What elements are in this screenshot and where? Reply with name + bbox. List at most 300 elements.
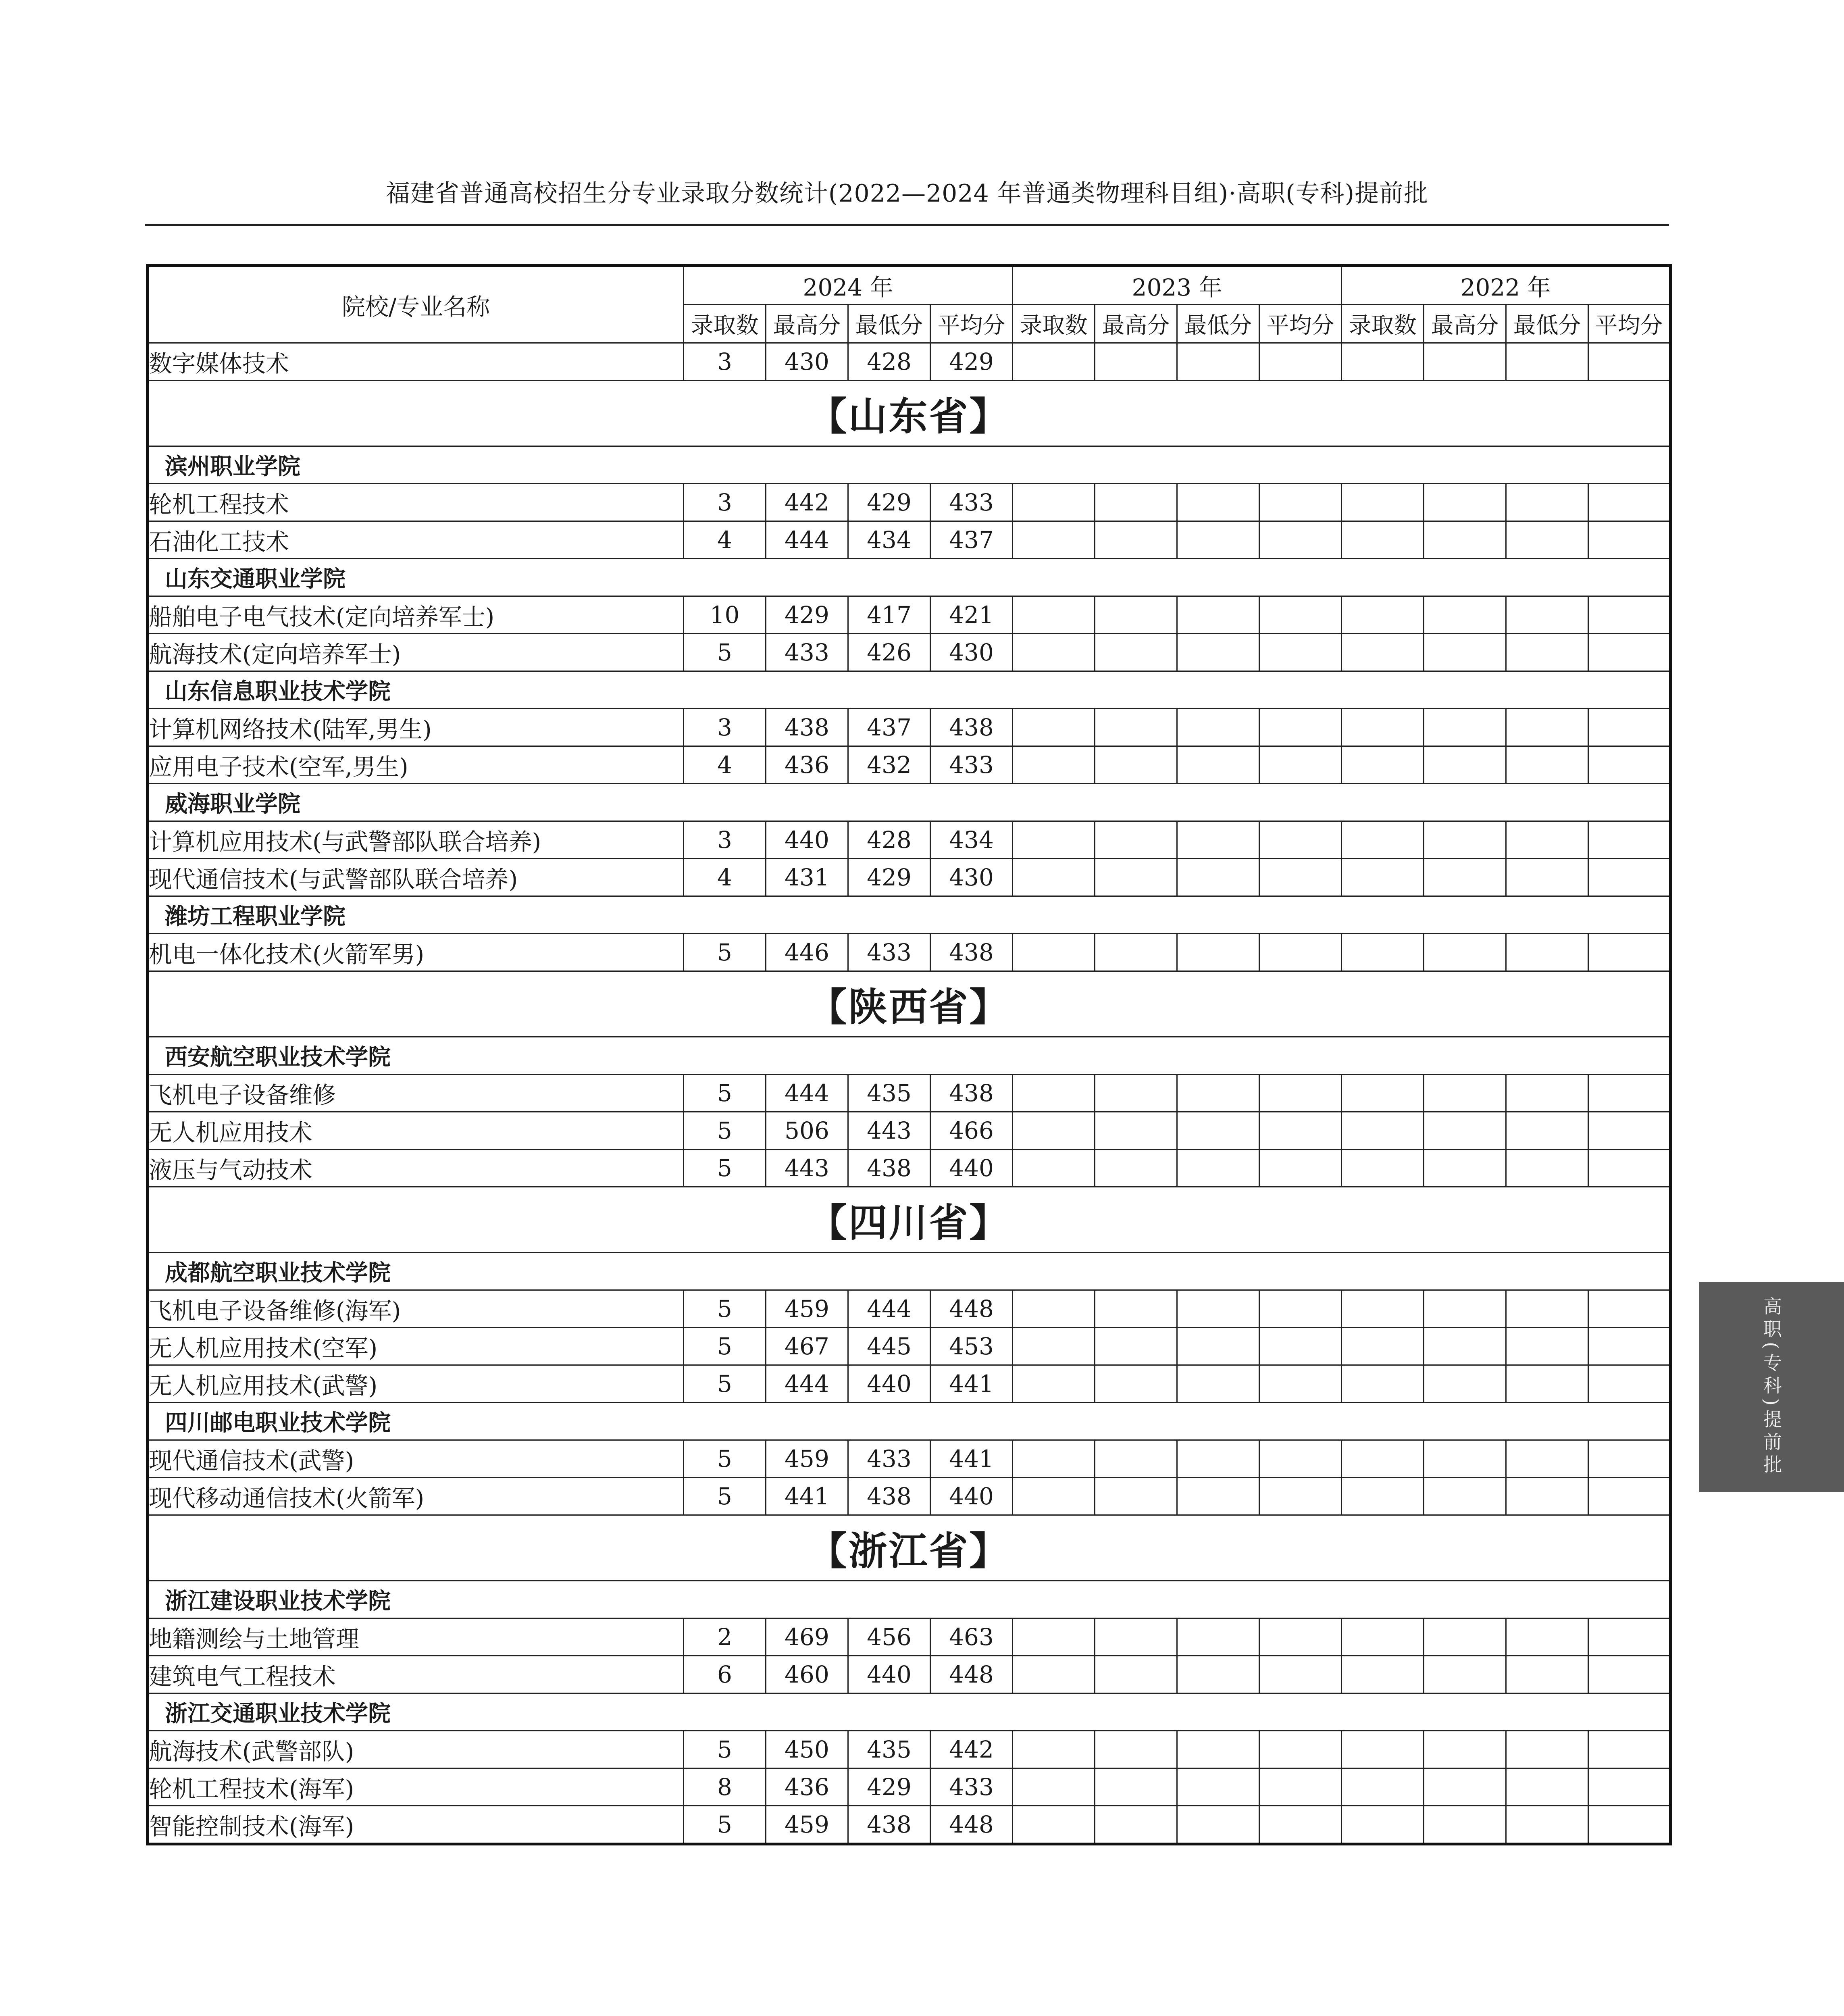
- table-row: [148, 1618, 1671, 1656]
- score-cell: [1095, 1328, 1177, 1365]
- table-row: [148, 634, 1671, 671]
- score-cell: [1506, 596, 1588, 634]
- school-name: 四川邮电职业技术学院: [148, 1403, 1671, 1440]
- score-cell: [1506, 1075, 1588, 1112]
- score-cell: [1013, 1440, 1095, 1478]
- table-row: [148, 934, 1671, 971]
- year-header-row: [148, 266, 1671, 305]
- province-heading: 【山东省】: [148, 381, 1671, 446]
- major-name: 飞机电子设备维修: [148, 1075, 684, 1112]
- header-title: 福建省普通高校招生分专业录取分数统计(2022—2024 年普通类物理科目组)·高职(专科)提前批: [385, 179, 1429, 208]
- major-name: 轮机工程技术(海军): [148, 1768, 684, 1806]
- score-cell: [1424, 1112, 1506, 1150]
- score-cell: 443: [848, 1112, 930, 1150]
- score-cell: [1095, 709, 1177, 746]
- score-cell: [1095, 934, 1177, 971]
- score-cell: [1424, 634, 1506, 671]
- score-cell: [1342, 1075, 1424, 1112]
- score-cell: [1424, 1806, 1506, 1844]
- score-cell: 466: [930, 1112, 1013, 1150]
- score-cell: 429: [930, 343, 1013, 381]
- score-cell: [1177, 1150, 1259, 1187]
- score-cell: [1506, 934, 1588, 971]
- major-name: 现代通信技术(与武警部队联合培养): [148, 859, 684, 896]
- score-cell: 453: [930, 1328, 1013, 1365]
- score-cell: 440: [848, 1656, 930, 1693]
- score-cell: [1177, 821, 1259, 859]
- score-cell: [1588, 746, 1671, 784]
- score-cell: 433: [848, 934, 930, 971]
- score-cell: [1013, 1731, 1095, 1768]
- score-cell: [1424, 1075, 1506, 1112]
- score-cell: [1259, 1731, 1342, 1768]
- score-cell: [1424, 1731, 1506, 1768]
- score-cell: [1259, 709, 1342, 746]
- score-cell: [1259, 634, 1342, 671]
- score-cell: 460: [766, 1656, 848, 1693]
- score-cell: [1013, 1478, 1095, 1515]
- score-cell: [1342, 746, 1424, 784]
- province-row: [148, 381, 1671, 446]
- table-row: [148, 1806, 1671, 1844]
- score-cell: [1424, 934, 1506, 971]
- score-cell: [1177, 1768, 1259, 1806]
- score-cell: [1259, 746, 1342, 784]
- score-cell: 435: [848, 1731, 930, 1768]
- score-cell: [1259, 521, 1342, 559]
- score-cell: [1424, 521, 1506, 559]
- score-cell: 441: [766, 1478, 848, 1515]
- score-cell: [1013, 1618, 1095, 1656]
- score-cell: [1259, 1806, 1342, 1844]
- score-cell: [1424, 1290, 1506, 1328]
- score-cell: [1588, 1290, 1671, 1328]
- score-cell: 438: [848, 1806, 930, 1844]
- score-cell: [1424, 343, 1506, 381]
- score-cell: [1424, 746, 1506, 784]
- table-row: [148, 859, 1671, 896]
- score-cell: [1588, 709, 1671, 746]
- score-cell: [1259, 1112, 1342, 1150]
- sub-header: 最高分: [766, 305, 848, 343]
- score-cell: [1095, 1440, 1177, 1478]
- score-cell: [1424, 1478, 1506, 1515]
- school-row: [148, 896, 1671, 934]
- score-cell: [1424, 1365, 1506, 1403]
- score-cell: [1588, 1478, 1671, 1515]
- year-header: 2024 年: [684, 266, 1013, 305]
- table-row: [148, 1656, 1671, 1693]
- score-cell: 4: [684, 746, 766, 784]
- score-cell: 459: [766, 1440, 848, 1478]
- score-cell: [1424, 1150, 1506, 1187]
- province-row: [148, 1187, 1671, 1253]
- score-cell: 456: [848, 1618, 930, 1656]
- score-cell: [1013, 821, 1095, 859]
- sub-header: 平均分: [1588, 305, 1671, 343]
- score-cell: 433: [848, 1440, 930, 1478]
- score-cell: 8: [684, 1768, 766, 1806]
- score-cell: [1506, 1806, 1588, 1844]
- table-row: [148, 343, 1671, 381]
- score-cell: [1177, 1440, 1259, 1478]
- score-cell: [1177, 596, 1259, 634]
- score-cell: 3: [684, 343, 766, 381]
- score-cell: [1259, 1440, 1342, 1478]
- score-cell: 429: [848, 484, 930, 521]
- score-cell: 428: [848, 821, 930, 859]
- score-cell: 450: [766, 1731, 848, 1768]
- score-cell: [1259, 821, 1342, 859]
- score-cell: [1013, 596, 1095, 634]
- score-cell: [1424, 1618, 1506, 1656]
- table-row: [148, 1440, 1671, 1478]
- score-cell: 442: [930, 1731, 1013, 1768]
- score-cell: [1095, 1478, 1177, 1515]
- score-cell: [1342, 1768, 1424, 1806]
- score-cell: [1588, 1150, 1671, 1187]
- score-cell: [1424, 484, 1506, 521]
- score-cell: 433: [930, 746, 1013, 784]
- school-row: [148, 1037, 1671, 1075]
- score-cell: [1342, 1731, 1424, 1768]
- school-name: 成都航空职业技术学院: [148, 1253, 1671, 1290]
- score-cell: 444: [766, 1075, 848, 1112]
- page-header: [145, 161, 1669, 222]
- score-cell: [1177, 859, 1259, 896]
- score-cell: 446: [766, 934, 848, 971]
- table-row: [148, 484, 1671, 521]
- score-cell: [1177, 1656, 1259, 1693]
- score-cell: [1342, 821, 1424, 859]
- score-cell: [1259, 484, 1342, 521]
- school-name: 潍坊工程职业学院: [148, 896, 1671, 934]
- province-heading: 【四川省】: [148, 1187, 1671, 1253]
- score-cell: 430: [930, 859, 1013, 896]
- table-row: [148, 709, 1671, 746]
- score-cell: [1588, 934, 1671, 971]
- sub-header: 最高分: [1424, 305, 1506, 343]
- score-cell: 441: [930, 1365, 1013, 1403]
- score-cell: [1177, 521, 1259, 559]
- school-row: [148, 559, 1671, 596]
- sub-header: 最低分: [1506, 305, 1588, 343]
- table-row: [148, 1731, 1671, 1768]
- table-row: [148, 821, 1671, 859]
- score-cell: [1095, 1150, 1177, 1187]
- score-cell: [1095, 484, 1177, 521]
- score-cell: [1177, 1806, 1259, 1844]
- score-cell: [1095, 1290, 1177, 1328]
- score-cell: [1506, 634, 1588, 671]
- major-name: 现代通信技术(武警): [148, 1440, 684, 1478]
- score-cell: [1013, 521, 1095, 559]
- score-cell: 440: [930, 1478, 1013, 1515]
- school-name: 西安航空职业技术学院: [148, 1037, 1671, 1075]
- province-heading: 【浙江省】: [148, 1515, 1671, 1581]
- score-cell: 506: [766, 1112, 848, 1150]
- score-cell: [1259, 934, 1342, 971]
- major-name: 现代移动通信技术(火箭军): [148, 1478, 684, 1515]
- score-cell: [1013, 1290, 1095, 1328]
- score-cell: [1342, 1806, 1424, 1844]
- score-cell: [1506, 1656, 1588, 1693]
- major-name: 数字媒体技术: [148, 343, 684, 381]
- score-cell: 431: [766, 859, 848, 896]
- school-row: [148, 1253, 1671, 1290]
- score-cell: 459: [766, 1806, 848, 1844]
- score-cell: 5: [684, 1440, 766, 1478]
- score-cell: [1342, 521, 1424, 559]
- school-name: 浙江建设职业技术学院: [148, 1581, 1671, 1618]
- score-cell: [1259, 1328, 1342, 1365]
- score-cell: [1259, 1290, 1342, 1328]
- school-row: [148, 1693, 1671, 1731]
- score-cell: [1259, 1075, 1342, 1112]
- major-name: 无人机应用技术(空军): [148, 1328, 684, 1365]
- score-cell: [1588, 1328, 1671, 1365]
- score-cell: [1588, 596, 1671, 634]
- side-tab-label: 高职(专科)提前批: [1761, 1297, 1782, 1477]
- score-cell: 10: [684, 596, 766, 634]
- score-cell: [1506, 1328, 1588, 1365]
- score-cell: [1013, 1365, 1095, 1403]
- score-cell: [1095, 1806, 1177, 1844]
- score-cell: 448: [930, 1290, 1013, 1328]
- score-cell: [1177, 1618, 1259, 1656]
- score-cell: [1588, 1440, 1671, 1478]
- score-cell: [1013, 634, 1095, 671]
- sub-header: 录取数: [684, 305, 766, 343]
- score-cell: 443: [766, 1150, 848, 1187]
- score-cell: [1342, 1112, 1424, 1150]
- province-heading: 【陕西省】: [148, 971, 1671, 1037]
- score-cell: [1177, 934, 1259, 971]
- score-cell: [1013, 1806, 1095, 1844]
- score-cell: [1095, 1112, 1177, 1150]
- score-cell: 3: [684, 484, 766, 521]
- score-cell: [1424, 1440, 1506, 1478]
- score-cell: [1095, 343, 1177, 381]
- score-cell: [1424, 709, 1506, 746]
- score-cell: [1588, 1112, 1671, 1150]
- score-cell: 434: [848, 521, 930, 559]
- score-cell: [1506, 859, 1588, 896]
- score-cell: [1588, 1075, 1671, 1112]
- score-cell: [1177, 634, 1259, 671]
- score-cell: 448: [930, 1806, 1013, 1844]
- score-cell: 421: [930, 596, 1013, 634]
- major-name: 航海技术(武警部队): [148, 1731, 684, 1768]
- score-cell: [1095, 859, 1177, 896]
- score-cell: [1506, 1112, 1588, 1150]
- table-row: [148, 1365, 1671, 1403]
- score-cell: [1342, 1150, 1424, 1187]
- score-cell: [1259, 596, 1342, 634]
- table-row: [148, 1328, 1671, 1365]
- score-cell: [1177, 343, 1259, 381]
- score-cell: 6: [684, 1656, 766, 1693]
- sub-header: 最高分: [1095, 305, 1177, 343]
- table-row: [148, 596, 1671, 634]
- score-cell: [1588, 859, 1671, 896]
- major-name: 计算机网络技术(陆军,男生): [148, 709, 684, 746]
- table-row: [148, 1112, 1671, 1150]
- score-cell: 5: [684, 1806, 766, 1844]
- score-cell: 444: [766, 521, 848, 559]
- score-cell: 429: [766, 596, 848, 634]
- school-name: 山东信息职业技术学院: [148, 671, 1671, 709]
- score-cell: [1013, 1150, 1095, 1187]
- sub-header: 最低分: [1177, 305, 1259, 343]
- score-cell: 417: [848, 596, 930, 634]
- table-row: [148, 1150, 1671, 1187]
- score-cell: 426: [848, 634, 930, 671]
- score-cell: 430: [930, 634, 1013, 671]
- score-cell: [1095, 521, 1177, 559]
- score-cell: 5: [684, 1478, 766, 1515]
- table-row: [148, 1768, 1671, 1806]
- score-cell: 459: [766, 1290, 848, 1328]
- major-name: 船舶电子电气技术(定向培养军士): [148, 596, 684, 634]
- score-cell: [1095, 1075, 1177, 1112]
- score-cell: 440: [848, 1365, 930, 1403]
- score-cell: 440: [930, 1150, 1013, 1187]
- score-cell: 441: [930, 1440, 1013, 1478]
- score-cell: 3: [684, 821, 766, 859]
- score-cell: [1506, 521, 1588, 559]
- score-cell: 434: [930, 821, 1013, 859]
- score-cell: 5: [684, 1112, 766, 1150]
- score-cell: 438: [930, 709, 1013, 746]
- score-cell: 5: [684, 634, 766, 671]
- score-cell: [1588, 1731, 1671, 1768]
- score-cell: [1177, 484, 1259, 521]
- score-cell: [1506, 1365, 1588, 1403]
- score-cell: [1259, 1618, 1342, 1656]
- score-cell: [1342, 1478, 1424, 1515]
- score-cell: 5: [684, 1075, 766, 1112]
- score-cell: [1095, 821, 1177, 859]
- sub-header: 录取数: [1342, 305, 1424, 343]
- section-side-tab: [1699, 1282, 1844, 1492]
- name-column-header: 院校/专业名称: [148, 266, 684, 343]
- score-cell: [1506, 1440, 1588, 1478]
- score-cell: [1342, 859, 1424, 896]
- score-cell: [1177, 1290, 1259, 1328]
- score-cell: 428: [848, 343, 930, 381]
- province-row: [148, 1515, 1671, 1581]
- score-cell: 5: [684, 1290, 766, 1328]
- score-cell: [1342, 1656, 1424, 1693]
- score-cell: 445: [848, 1328, 930, 1365]
- year-header: 2023 年: [1013, 266, 1342, 305]
- score-cell: [1259, 1656, 1342, 1693]
- score-cell: [1588, 1365, 1671, 1403]
- score-cell: [1424, 596, 1506, 634]
- score-cell: [1342, 709, 1424, 746]
- score-cell: [1177, 1075, 1259, 1112]
- sub-header: 最低分: [848, 305, 930, 343]
- score-cell: 435: [848, 1075, 930, 1112]
- score-cell: [1342, 634, 1424, 671]
- score-cell: [1259, 343, 1342, 381]
- school-name: 威海职业学院: [148, 784, 1671, 821]
- score-cell: 469: [766, 1618, 848, 1656]
- score-cell: 3: [684, 709, 766, 746]
- sub-header: 录取数: [1013, 305, 1095, 343]
- score-cell: 437: [930, 521, 1013, 559]
- major-name: 飞机电子设备维修(海军): [148, 1290, 684, 1328]
- score-cell: [1506, 484, 1588, 521]
- score-cell: 433: [930, 484, 1013, 521]
- score-cell: 5: [684, 1731, 766, 1768]
- score-cell: 438: [848, 1478, 930, 1515]
- school-row: [148, 1403, 1671, 1440]
- score-cell: [1095, 596, 1177, 634]
- score-cell: [1506, 1618, 1588, 1656]
- score-cell: [1013, 1075, 1095, 1112]
- score-cell: 433: [766, 634, 848, 671]
- score-cell: 438: [766, 709, 848, 746]
- score-cell: [1506, 1731, 1588, 1768]
- score-cell: [1013, 1112, 1095, 1150]
- score-cell: [1095, 1618, 1177, 1656]
- score-cell: 442: [766, 484, 848, 521]
- school-row: [148, 784, 1671, 821]
- score-cell: [1342, 1440, 1424, 1478]
- score-cell: [1259, 1365, 1342, 1403]
- score-cell: [1424, 821, 1506, 859]
- score-cell: [1424, 859, 1506, 896]
- sub-header: 平均分: [1259, 305, 1342, 343]
- major-name: 地籍测绘与土地管理: [148, 1618, 684, 1656]
- score-cell: [1013, 1768, 1095, 1806]
- score-cell: 438: [930, 1075, 1013, 1112]
- score-cell: [1342, 1290, 1424, 1328]
- school-name: 浙江交通职业技术学院: [148, 1693, 1671, 1731]
- score-cell: [1506, 1290, 1588, 1328]
- score-cell: [1013, 1328, 1095, 1365]
- score-cell: [1588, 821, 1671, 859]
- score-cell: [1506, 1478, 1588, 1515]
- score-cell: [1177, 1731, 1259, 1768]
- score-cell: [1342, 343, 1424, 381]
- sub-header: 平均分: [930, 305, 1013, 343]
- score-cell: 437: [848, 709, 930, 746]
- score-cell: [1177, 1328, 1259, 1365]
- major-name: 机电一体化技术(火箭军男): [148, 934, 684, 971]
- score-table: [146, 264, 1672, 1845]
- year-header: 2022 年: [1342, 266, 1671, 305]
- header-rule: [145, 224, 1669, 226]
- table-body: [148, 343, 1671, 1844]
- school-row: [148, 671, 1671, 709]
- score-cell: [1013, 934, 1095, 971]
- score-cell: [1013, 709, 1095, 746]
- major-name: 轮机工程技术: [148, 484, 684, 521]
- table-row: [148, 1075, 1671, 1112]
- score-cell: [1013, 859, 1095, 896]
- score-cell: 436: [766, 746, 848, 784]
- score-cell: [1588, 1656, 1671, 1693]
- school-name: 滨州职业学院: [148, 446, 1671, 484]
- score-cell: [1342, 1365, 1424, 1403]
- score-cell: [1177, 1112, 1259, 1150]
- score-cell: 5: [684, 934, 766, 971]
- province-row: [148, 971, 1671, 1037]
- major-name: 计算机应用技术(与武警部队联合培养): [148, 821, 684, 859]
